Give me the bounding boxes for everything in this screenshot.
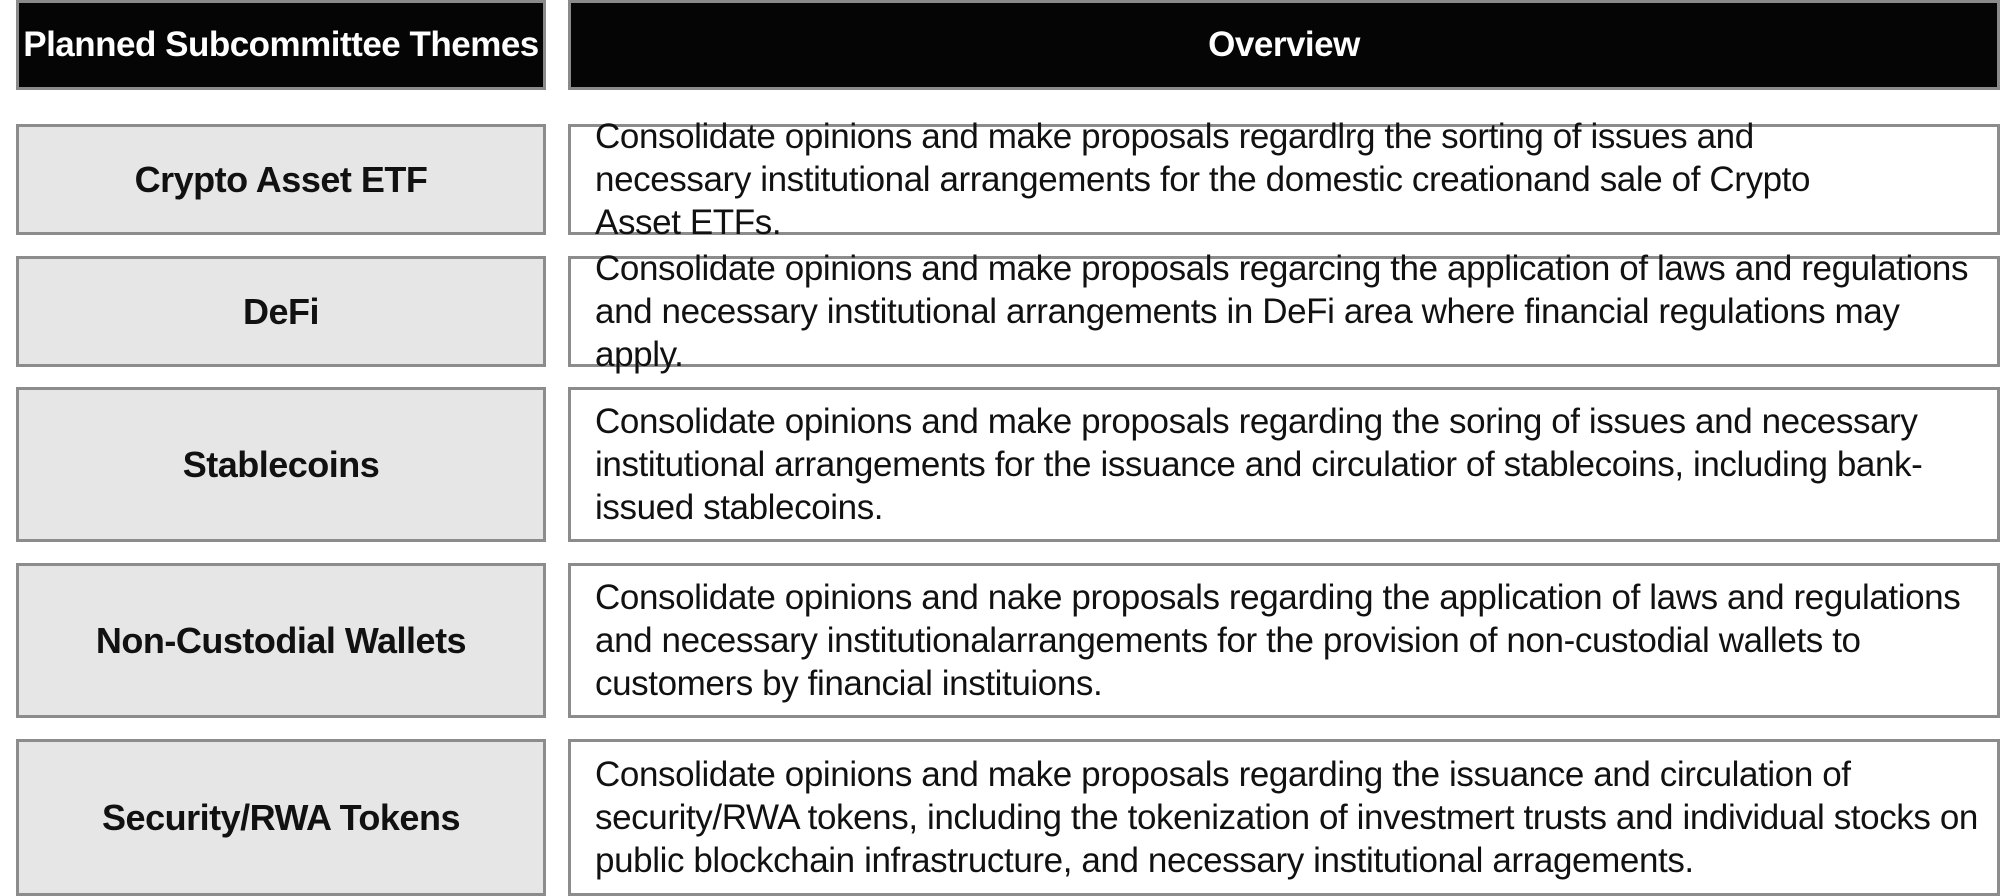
theme-cell-crypto-asset-etf: [16, 124, 546, 235]
overview-text: Consolidate opinions and make proposals regarcing the application of laws and regulations and necessary institutional arrangements in DeFi area where financial regulations may apply.: [595, 249, 1969, 374]
overview-cell-stablecoins: [568, 387, 2000, 542]
theme-cell-defi: [16, 256, 546, 367]
overview-text: Consolidate opinions and make proposals regardlrg the sorting of issues and necessary institutional arrangements for the domestic creationand sale of Crypto Asset ETFs.: [595, 117, 1811, 242]
overview-text: Consolidate opinions and make proposals regarding the soring of issues and necessary institutional arrangements for the issuance and circulatior of stablecoins, including bank-issued stablecoins.: [595, 402, 1923, 527]
theme-label: Security/RWA Tokens: [102, 796, 460, 838]
theme-label: DeFi: [242, 290, 319, 332]
header-overview-label: Overview: [1208, 25, 1360, 64]
header-overview: [568, 0, 2000, 90]
overview-text: Consolidate opinions and make proposals regarding the issuance and circulation of security/RWA tokens, including the tokenization of investmert trusts and individual stocks on public blockchain infrastructure, and necessary institutional arragements.: [595, 755, 1978, 880]
theme-label: Non-Custodial Wallets: [95, 619, 467, 661]
theme-cell-non-custodial-wallets: [16, 563, 546, 718]
header-themes: [16, 0, 546, 90]
overview-text: Consolidate opinions and nake proposals regarding the application of laws and regulations and necessary institutionalarrangements for the provision of non-custodial wallets to customers by financial instituions.: [595, 578, 1961, 703]
header-themes-label: Planned Subcommittee Themes: [23, 25, 539, 64]
theme-cell-stablecoins: [16, 387, 546, 542]
theme-cell-security-rwa-tokens: [16, 739, 546, 896]
overview-cell-crypto-asset-etf: [568, 117, 2000, 242]
overview-cell-non-custodial-wallets: [568, 563, 2000, 718]
theme-label: Crypto Asset ETF: [134, 158, 428, 200]
overview-cell-security-rwa-tokens: [568, 739, 2000, 896]
theme-label: Stablecoins: [182, 443, 380, 485]
overview-cell-defi: [568, 249, 2000, 374]
